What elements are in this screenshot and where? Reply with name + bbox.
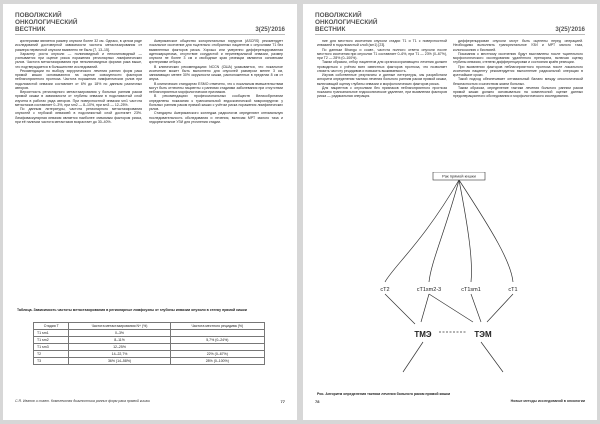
left-column-2	[149, 39, 283, 301]
paragraph: Изучив собственные результаты и данные литературы, мы разработали алгоритм определения тактики лечения больного ранним раком прямой кишки, включающий оценку глубины инвазии и морфологических факторов риска.	[317, 73, 447, 86]
paragraph: Американское общество колоректальных хирургов (ASCRS) рекомендует локальное иссечение для тщательно отобранных пациентов с опухолями T1 без выявленных факторов риска. Хорошо или умеренно дифференцированная аденокарцинома, отсутствие сосудистой и периневральной инвазии, размер опухоли не более 3 см и свободные края резекции являются основными критериями отбора.	[149, 39, 283, 65]
paragraph: В клинических рекомендациях NCCN (США) указывается, что локальное иссечение может быть выполнено для опухолей размером менее 3 см, занимающих менее 30% окружности кишки, расположенных в пределах 8 см от ануса.	[149, 64, 283, 82]
arrow-ct1sm23-to-tme	[421, 294, 429, 322]
right-column-1	[317, 39, 447, 167]
table-cell: T2	[34, 351, 69, 358]
arrow-tme-down	[403, 342, 423, 372]
table-cell: 8–11%	[69, 337, 170, 344]
arrow-to-ct1sm1	[459, 180, 472, 282]
stage-label-ct1sm1: cT1sm1	[461, 287, 481, 293]
arrow-to-ct2	[385, 180, 459, 282]
paragraph: Таким образом, определение тактики лечения больного ранним раком прямой кишки должно основываться на комплексной оценке данных предоперационного обследования и морфологического исследования.	[453, 85, 583, 99]
table-cell	[170, 330, 264, 337]
arrow-ct1sm1-to-tem	[471, 294, 481, 322]
table-row	[34, 330, 265, 337]
paragraph: По данным Bhangu и соавт., частота полного ответа опухоли после местного иссечения при опухолях T1 составляет 0–6%, при T1 — 23% (0–67%), при T2 — 28% (0–100%).	[317, 47, 447, 60]
arrow-ct1-to-tem	[487, 294, 513, 322]
stage-label-ct1sm23: cT1sm2-3	[416, 287, 442, 293]
arrow-ct2-to-tme	[385, 294, 415, 324]
outcome-label-tem: ТЭМ	[474, 330, 492, 339]
table-cell: 28% (0–100%)	[170, 358, 264, 365]
paragraph: По данным литературы, частота регионарного метастазирования опухолей с глубокой инвазией в подслизистый слой достигает 23%. Лимфоваскулярная инвазия является наиболее значимым фактором риска, при её наличии частота метастазов возрастает до 30–40%.	[15, 107, 142, 124]
issue-number: 3(25)'2016	[555, 26, 585, 33]
arrow-to-ct1	[459, 180, 513, 282]
figure-connectors	[385, 180, 513, 372]
outcome-label-tme: ТМЭ	[414, 330, 432, 339]
table-cell: T1 sm3	[34, 344, 69, 351]
paragraph: Характер роста опухоли — полиповидный и неполиповидный — учитывается при оценке риска поражения регионарных лимфатических узлов. Частота метастазирования при неполиповидных формах рака выше, что подтверждается в большинстве исследований.	[15, 51, 142, 69]
table-header-recurrence: Частота местного рецидива (%)	[170, 323, 264, 330]
paragraph: Стандарты Американского колледжа радиологов определяют оптимальную последовательность обследования и лечения, включая МРТ малого таза и эндоректальное УЗИ для уточнения стадии.	[149, 111, 283, 124]
data-table	[33, 322, 265, 365]
page-footer: С.Я. Иванов и соавт. Комплексная диагностика ранних форм рака прямой кишки	[15, 399, 150, 403]
paragraph: критериями является размер опухоли более 32 см. Однако, в целом ряде исследований достоверной зависимости частоты метастазирования от размера первичной опухоли выявлено не было [7, 13–15].	[15, 39, 142, 52]
treatment-algorithm-figure	[363, 172, 543, 388]
paragraph: Вероятность регионарного метастазирования у больных ранним раком прямой кишки в зависимости от глубины инвазии в подслизистый слой изучена в работах ряда авторов. При поверхностной инвазии sm1 частота метастазов составляет 0–3%, при sm2 — 8–10%, при sm3 — 12–25%.	[15, 90, 142, 107]
arrow-tem-down	[481, 342, 503, 372]
paragraph: В рекомендациях профессиональных сообществ Великобритании определены показания к трансанальной эндоскопической микрохирургии у больных ранним раком прямой кишки с учётом риска поражения лимфатических узлов.	[149, 94, 283, 111]
stage-label-ct1: cT1	[508, 287, 518, 293]
table-header-metastasis: Частота метастазирования N+ (%)	[69, 323, 170, 330]
paragraph: Таким образом, отбор пациентов для органосохраняющего лечения должен проводиться с учётом всех известных факторов прогноза, что позволяет снизить частоту рецидивов и повысить выживаемость.	[317, 60, 447, 73]
table-cell: T1 sm2	[34, 337, 69, 344]
paragraph: Для пациентов с опухолями без признаков неблагоприятного прогноза показано трансанальное эндоскопическое удаление, при выявлении факторов риска — радикальная операция.	[317, 85, 447, 99]
journal-title-line-3: ВЕСТНИК	[15, 26, 46, 33]
journal-title-line-2: ОНКОЛОГИЧЕСКИЙ	[315, 19, 378, 26]
table-header-stage: Стадия T	[34, 323, 69, 330]
figure-caption: Рис. Алгоритм определения тактики лечения больного раком прямой кишки	[317, 392, 451, 396]
table-row	[34, 337, 265, 344]
paragraph: Такой подход обеспечивает оптимальный баланс между онкологической безопасностью и качеством жизни больных.	[453, 77, 583, 86]
table-row	[34, 358, 265, 365]
header-rule	[15, 34, 285, 35]
table-row	[34, 344, 265, 351]
arrow-ct1sm23-to-tem	[429, 294, 473, 322]
paragraph: Показания к местному иссечению будут выставлены после тщательного морфологического исследования удалённого препарата, включая оценку глубины инвазии, степени дифференцировки и состояния краёв резекции.	[453, 51, 583, 65]
paragraph: Рекомендации по выбору хирургического лечения ранних форм рака прямой кишки основываются на оценке совокупности факторов неблагоприятного прогноза. Частота поражения лимфатических узлов при подслизистой инвазии составляет от 6% до 18% по данным различных авторов.	[15, 68, 142, 90]
journal-title-line-1: ПОВОЛЖСКИЙ	[15, 12, 62, 19]
figure-top-label: Рак прямой кишки	[442, 173, 476, 179]
page-footer-text: Новые методы исследований в онкологии	[510, 399, 585, 403]
journal-title	[15, 12, 77, 33]
journal-title-line-2: ОНКОЛОГИЧЕСКИЙ	[15, 19, 78, 26]
table-cell: 36% (14–58%)	[69, 358, 170, 365]
header-rule	[315, 34, 585, 35]
journal-title	[315, 12, 377, 33]
left-column-1	[15, 39, 142, 301]
journal-title-line-1: ПОВОЛЖСКИЙ	[315, 12, 362, 19]
left-page	[3, 4, 297, 420]
paragraph: При выявлении факторов неблагоприятного прогноза после локального иссечения пациенту рекомендуется выполнение радикальной операции в кратчайшие сроки.	[453, 64, 583, 77]
paragraph: В клинических стандартах ESMO отмечено, что к локальным вмешательствам могут быть отнесены пациенты с ранними стадиями заболевания при отсутствии неблагоприятных морфологических признаков.	[149, 81, 283, 94]
page-number: 77	[280, 399, 285, 404]
stage-label-ct2: cT2	[380, 287, 390, 293]
table-title: Таблица. Зависимость частоты метастазирования в регионарные лимфоузлы от глубины инвазии опухоли в стенку прямой кишки	[17, 308, 247, 312]
table-row	[34, 351, 265, 358]
table-cell	[170, 344, 264, 351]
page-footer	[511, 399, 585, 403]
table-cell: 14–22,7%	[69, 351, 170, 358]
table-cell: T3	[34, 358, 69, 365]
table-cell: 12–25%	[69, 344, 170, 351]
table-cell: 0–3%	[69, 330, 170, 337]
table-cell: T1 sm1	[34, 330, 69, 337]
arrow-to-ct1sm23	[429, 180, 459, 282]
table-cell: 22% (0–67%)	[170, 351, 264, 358]
paragraph: ние для местного иссечения опухоли стадии T1 и T1 с поверхностной инвазией в подслизистый слой (sm1) [23].	[317, 39, 447, 48]
page-number: 78	[315, 399, 320, 404]
right-column-2	[453, 39, 583, 167]
table-header-row	[34, 323, 265, 330]
issue-number: 3(25)'2016	[255, 26, 285, 33]
right-page	[303, 4, 597, 420]
journal-title-line-3: ВЕСТНИК	[315, 26, 346, 33]
table-cell: 5,7% (0–24%)	[170, 337, 264, 344]
paragraph: дифференцирован опухоли могут быть оценены перед операцией. Необходимо выполнять трансректальное УЗИ и МРТ малого таза, колоноскопию с биопсией.	[453, 39, 583, 52]
